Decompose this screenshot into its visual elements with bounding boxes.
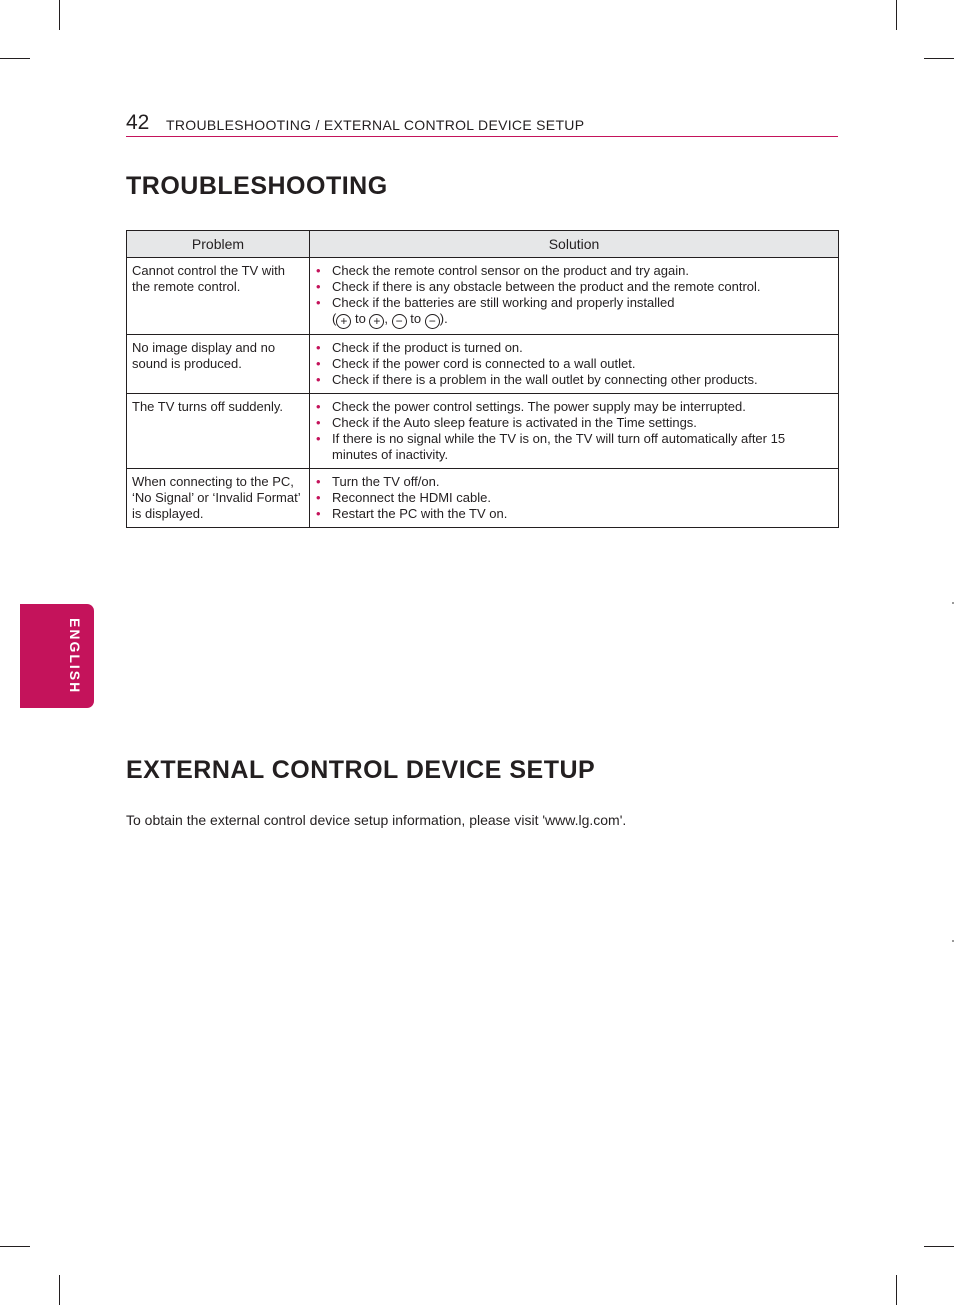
list-item	[316, 372, 830, 388]
solution-text: Check the power control settings. The power supply may be interrupted.	[332, 399, 746, 414]
list-item	[316, 279, 830, 295]
problem-cell: No image display and no sound is produced.	[127, 335, 310, 394]
plus-icon: +	[369, 314, 384, 329]
solution-list	[316, 263, 830, 329]
list-item	[316, 474, 830, 490]
crop-mark	[0, 58, 30, 59]
solution-text: Turn the TV off/on.	[332, 474, 440, 489]
bullet-icon: •	[316, 431, 321, 446]
solution-text: Check if there is any obstacle between the product and the remote control.	[332, 279, 761, 294]
running-title: TROUBLESHOOTING / EXTERNAL CONTROL DEVICE SETUP	[166, 117, 585, 133]
solution-text: Check if there is a problem in the wall outlet by connecting other products.	[332, 372, 758, 387]
page-number: 42	[126, 111, 150, 134]
solution-cell	[310, 335, 839, 394]
table-row	[127, 469, 839, 528]
crop-mark	[59, 0, 60, 30]
to-text: to	[351, 311, 370, 326]
solution-cell	[310, 394, 839, 469]
battery-note	[332, 311, 448, 326]
list-item	[316, 399, 830, 415]
list-item	[316, 295, 830, 329]
solution-cell	[310, 258, 839, 335]
problem-cell: Cannot control the TV with the remote control.	[127, 258, 310, 335]
table-row	[127, 258, 839, 335]
list-item	[316, 340, 830, 356]
table-header-row	[127, 231, 839, 258]
solution-list	[316, 340, 830, 388]
bullet-icon: •	[316, 474, 321, 489]
column-header-problem: Problem	[127, 231, 310, 258]
bullet-icon: •	[316, 340, 321, 355]
bullet-icon: •	[316, 506, 321, 521]
solution-text: Check if the Auto sleep feature is activated in the Time settings.	[332, 415, 697, 430]
crop-mark	[924, 1246, 954, 1247]
bullet-icon: •	[316, 356, 321, 371]
solution-list	[316, 399, 830, 463]
solution-text: Reconnect the HDMI cable.	[332, 490, 491, 505]
list-item	[316, 490, 830, 506]
running-head	[126, 110, 838, 137]
solution-text: If there is no signal while the TV is on, the TV will turn off automatically after 15 minutes of inactivity.	[332, 431, 786, 462]
troubleshooting-table	[126, 230, 839, 528]
list-item	[316, 506, 830, 522]
bullet-icon: •	[316, 415, 321, 430]
table-row	[127, 394, 839, 469]
bullet-icon: •	[316, 490, 321, 505]
solution-text: Restart the PC with the TV on.	[332, 506, 508, 521]
solution-text: Check if the product is turned on.	[332, 340, 523, 355]
solution-list	[316, 474, 830, 522]
list-item	[316, 415, 830, 431]
external-control-text: To obtain the external control device setup information, please visit 'www.lg.com'.	[126, 812, 627, 828]
crop-mark	[59, 1275, 60, 1305]
minus-icon: −	[425, 314, 440, 329]
paren-close: ).	[439, 311, 448, 326]
troubleshooting-heading: TROUBLESHOOTING	[126, 172, 388, 200]
solution-text: Check if the power cord is connected to a wall outlet.	[332, 356, 636, 371]
solution-cell	[310, 469, 839, 528]
minus-icon: −	[392, 314, 407, 329]
bullet-icon: •	[316, 399, 321, 414]
problem-cell: When connecting to the PC, ‘No Signal’ or ‘Invalid Format’ is displayed.	[127, 469, 310, 528]
crop-mark	[0, 1246, 30, 1247]
problem-cell: The TV turns off suddenly.	[127, 394, 310, 469]
bullet-icon: •	[316, 263, 321, 278]
plus-icon: +	[336, 314, 351, 329]
crop-mark	[924, 58, 954, 59]
solution-text: Check if the batteries are still working and properly installed	[332, 295, 675, 310]
bullet-icon: •	[316, 295, 321, 310]
list-item	[316, 431, 830, 463]
solution-text: Check the remote control sensor on the product and try again.	[332, 263, 689, 278]
list-item	[316, 263, 830, 279]
separator-text: ,	[384, 311, 392, 326]
crop-mark	[896, 1275, 897, 1305]
list-item	[316, 356, 830, 372]
column-header-solution: Solution	[310, 231, 839, 258]
to-text: to	[406, 311, 425, 326]
language-tab-label: ENGLISH	[67, 618, 83, 695]
bullet-icon: •	[316, 372, 321, 387]
bullet-icon: •	[316, 279, 321, 294]
table-row	[127, 335, 839, 394]
crop-mark	[896, 0, 897, 30]
paren-open: (	[332, 311, 337, 326]
language-tab	[20, 604, 94, 708]
external-control-heading: EXTERNAL CONTROL DEVICE SETUP	[126, 756, 596, 784]
